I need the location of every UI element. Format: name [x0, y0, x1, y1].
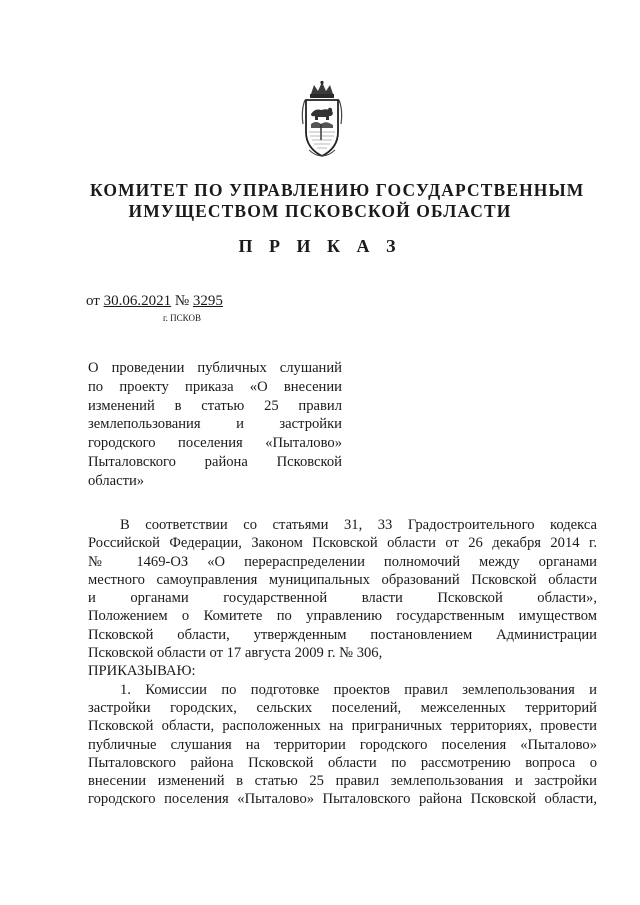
date-prefix: от — [86, 293, 104, 309]
organization-name-line-1: КОМИТЕТ ПО УПРАВЛЕНИЮ ГОСУДАРСТВЕННЫМ — [90, 180, 585, 200]
body-line: внесении изменений в статью 25 правил землепользования и застройки — [88, 773, 597, 790]
order-number: 3295 — [192, 293, 223, 309]
subject-line: О проведении публичных слушаний — [88, 360, 342, 376]
subject-line: области» — [88, 472, 145, 489]
body-line: Российской Федерации, Законом Псковской области от 26 декабря 2014 г. — [88, 535, 597, 552]
body-line: городского поселения «Пыталово» Пыталовского района Псковской области, — [88, 791, 597, 808]
body-line: Псковской области, утвержденным постановлением Администрации — [88, 626, 597, 643]
body-line: местного самоуправления муниципальных образований Псковской области — [88, 571, 597, 588]
order-subject — [88, 359, 342, 491]
subject-line: городского поселения «Пыталово» — [88, 435, 342, 452]
body-line: застройки городских, сельских поселений, межселенных территорий — [88, 699, 597, 716]
body-line: и органами государственной власти Псковской области», — [88, 590, 597, 607]
document-type-heading: П Р И К А З — [238, 236, 402, 256]
order-directive: ПРИКАЗЫВАЮ: — [88, 663, 196, 680]
body-line: Пыталовского района Псковской области по рассмотрению вопроса о — [88, 754, 597, 771]
body-line: Псковской области, расположенных на приграничных территориях, провести — [88, 718, 597, 735]
number-sign: № — [171, 293, 193, 309]
place-of-issue: г. ПСКОВ — [163, 313, 201, 323]
subject-line: по проекту приказа «О внесении — [88, 378, 342, 395]
body-line: публичные слушания на территории городского поселения «Пыталово» — [88, 736, 597, 753]
subject-line: изменений в статью 25 правил — [88, 397, 342, 414]
body-line: Положением о Комитете по управлению государственным имуществом — [88, 608, 597, 625]
organization-name-line-2: ИМУЩЕСТВОМ ПСКОВСКОЙ ОБЛАСТИ — [128, 201, 512, 221]
body-line: № 1469-ОЗ «О перераспределении полномочий между органами — [88, 553, 597, 570]
subject-line: землепользования и застройки — [88, 416, 342, 433]
body-line: 1. Комиссии по подготовке проектов правил землепользования и — [120, 681, 597, 698]
order-date: 30.06.2021 — [103, 293, 172, 309]
order-body — [88, 516, 597, 809]
body-line: В соответствии со статьями 31, 33 Градостроительного кодекса — [120, 517, 597, 533]
date-number-line — [86, 293, 223, 310]
body-line: Псковской области от 17 августа 2009 г. № 306, — [88, 645, 383, 662]
subject-line: Пыталовского района Псковской — [88, 453, 342, 470]
coat-of-arms-icon — [299, 80, 345, 160]
organization-name — [90, 180, 585, 222]
